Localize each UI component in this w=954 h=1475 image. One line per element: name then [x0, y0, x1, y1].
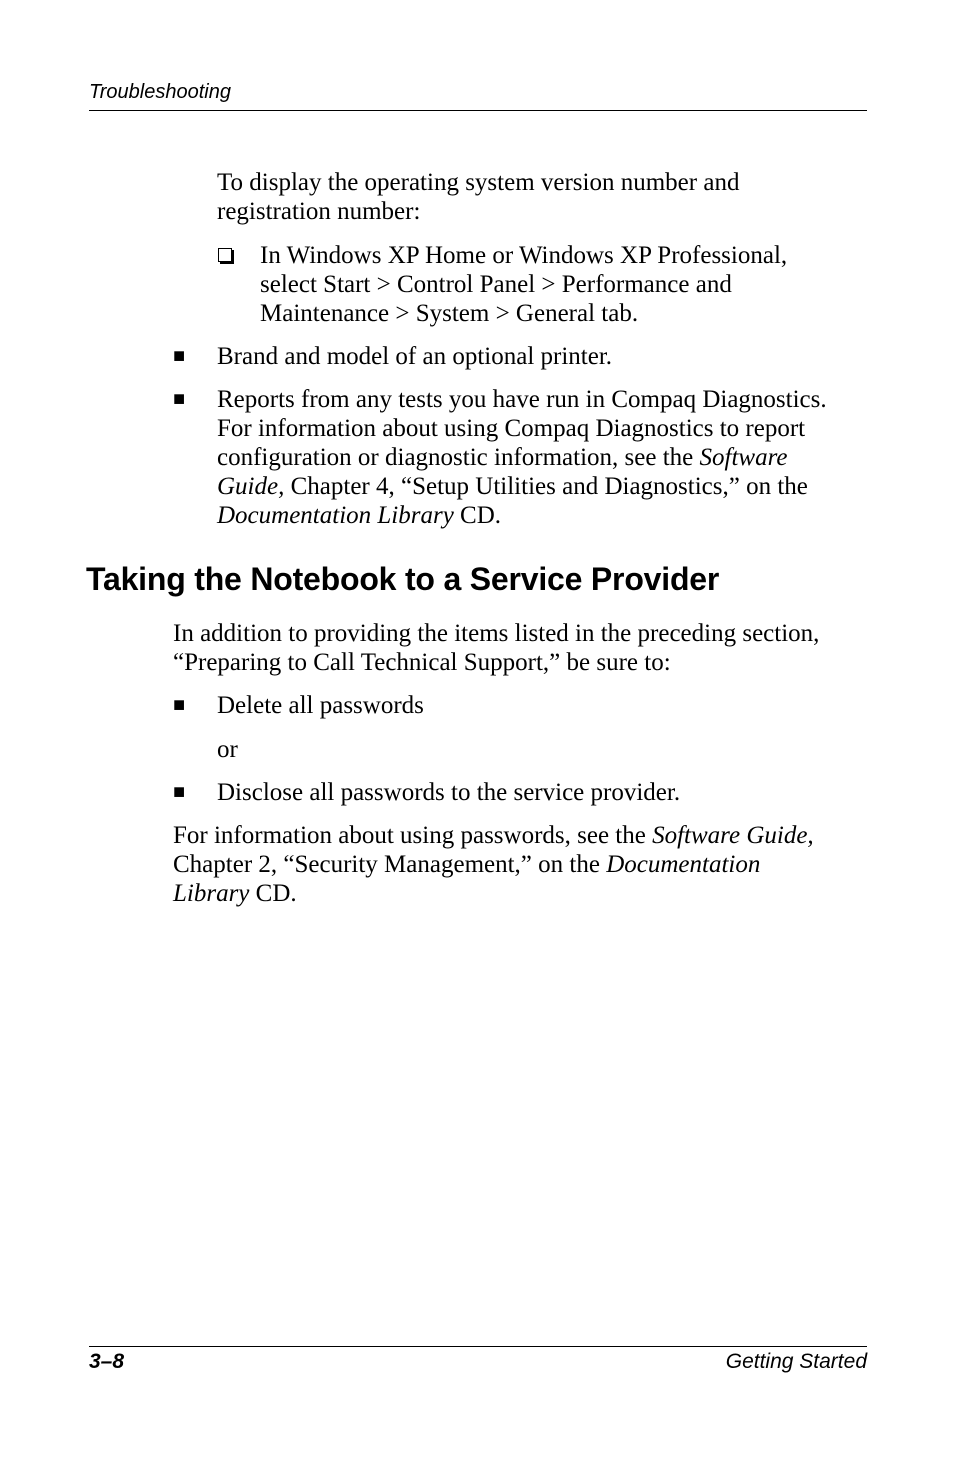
software-guide-title: Software Guide, — [652, 822, 814, 849]
footer-rule — [89, 1346, 867, 1347]
passwords-para-line-3 — [173, 879, 297, 908]
section-para-line-1: In addition to providing the items listed in the preceding section, — [173, 620, 820, 647]
guide-title-end: Guide, — [217, 473, 285, 500]
software-guide-title: Software — [699, 444, 788, 471]
subitem-line-1: In Windows XP Home or Windows XP Professional, — [260, 242, 788, 269]
reports-line-1: Reports from any tests you have run in Compaq Diagnostics. — [217, 386, 827, 413]
or-text: or — [217, 736, 238, 763]
passwords-para-line-2 — [173, 850, 760, 879]
bullet-disclose: Disclose all passwords to the service provider. — [217, 779, 681, 806]
intro-line-1: To display the operating system version number and — [217, 169, 740, 196]
documentation-library-title: Documentation Library — [217, 502, 454, 529]
reports-line-5-text: CD. — [453, 502, 502, 529]
checkbox-bullet-icon — [218, 248, 232, 262]
header-rule — [89, 110, 867, 111]
running-head: Troubleshooting — [89, 81, 231, 103]
passwords-line-3-text: CD. — [249, 880, 297, 907]
reports-line-4 — [217, 472, 808, 501]
section-heading: Taking the Notebook to a Service Provider — [86, 561, 720, 597]
square-bullet-icon: ■ — [173, 781, 186, 803]
bullet-delete: Delete all passwords — [217, 692, 424, 719]
subitem-line-2: select Start > Control Panel > Performance and — [260, 271, 732, 298]
reports-line-2: For information about using Compaq Diagnostics to report — [217, 415, 806, 442]
passwords-line-1-text: For information about using passwords, see the — [173, 822, 653, 849]
reports-line-4-text: Chapter 4, “Setup Utilities and Diagnostics,” on the — [284, 473, 808, 500]
subitem-line-3: Maintenance > System > General tab. — [260, 300, 639, 327]
square-bullet-icon: ■ — [173, 345, 186, 367]
reports-line-5 — [217, 501, 501, 530]
library-title: Library — [173, 880, 250, 907]
section-para-line-2: “Preparing to Call Technical Support,” be sure to: — [173, 649, 671, 676]
passwords-line-2-text: Chapter 2, “Security Management,” on the — [173, 851, 607, 878]
page-number: 3–8 — [89, 1350, 125, 1373]
document-title: Getting Started — [725, 1350, 867, 1373]
intro-line-2: registration number: — [217, 198, 421, 225]
square-bullet-icon: ■ — [173, 694, 186, 716]
bullet-brand: Brand and model of an optional printer. — [217, 343, 613, 370]
passwords-para-line-1 — [173, 821, 814, 850]
reports-line-3-text: configuration or diagnostic information, see the — [217, 444, 700, 471]
documentation-title: Documentation — [606, 851, 761, 878]
reports-line-3 — [217, 443, 787, 472]
square-bullet-icon: ■ — [173, 388, 186, 410]
